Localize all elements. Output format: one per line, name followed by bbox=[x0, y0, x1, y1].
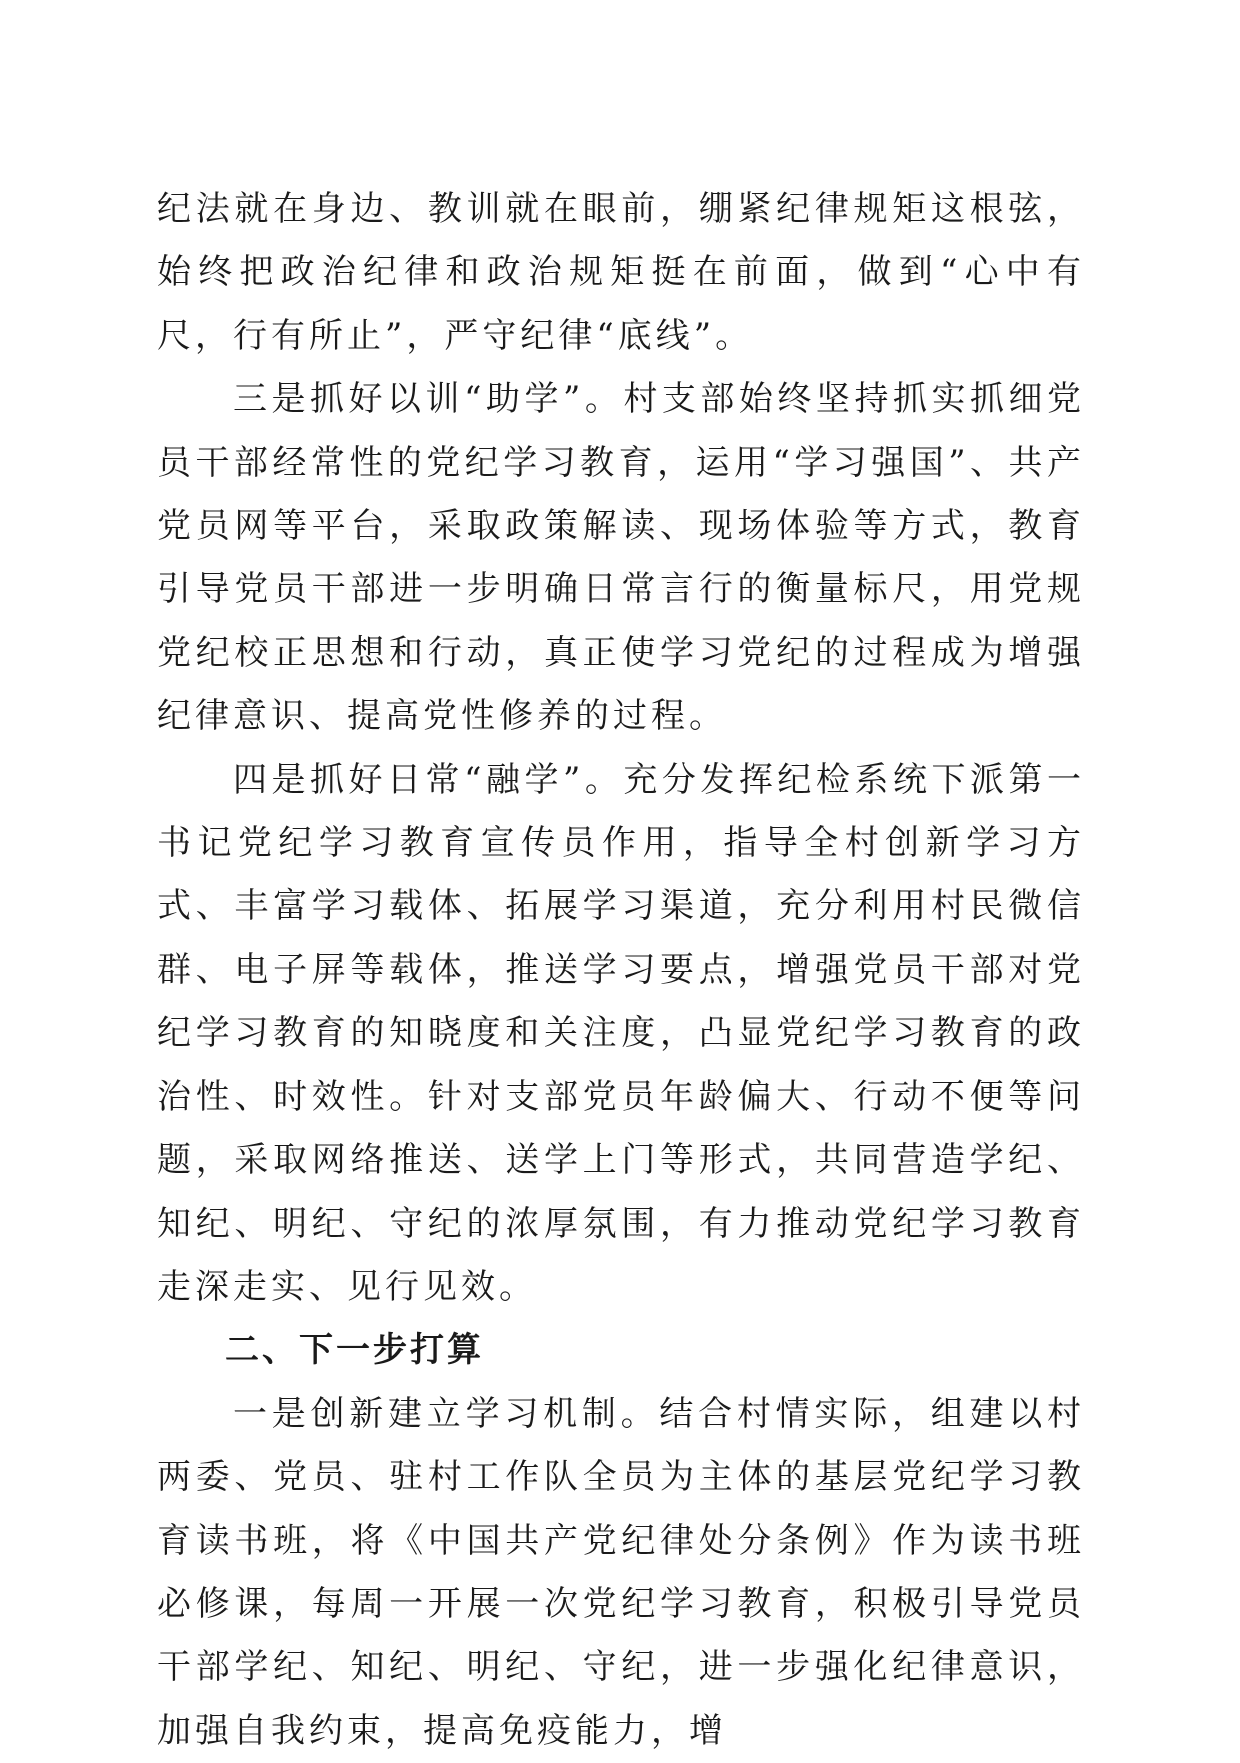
paragraph-fourth-point: 四是抓好日常“融学”。充分发挥纪检系统下派第一书记党纪学习教育宣传员作用，指导全村创新学习方式、丰富学习载体、拓展学习渠道，充分利用村民微信群、电子屏等载体，推送学习要点，增强党员干部对党纪学习教育的知晓度和关注度，凸显党纪学习教育的政治性、时效性。针对支部党员年龄偏大、行动不便等问题，采取网络推送、送学上门等形式，共同营造学纪、知纪、明纪、守纪的浓厚氛围，有力推动党纪学习教育走深走实、见行见效。 bbox=[157, 759, 1085, 1307]
section-heading: 二、下一步打算 bbox=[225, 1330, 484, 1371]
paragraph-third-point: 三是抓好以训“助学”。村支部始终坚持抓实抓细党员干部经常性的党纪学习教育，运用“学习强国”、共产党员网等平台，采取政策解读、现场体验等方式，教育引导党员干部进一步明确日常言行的衡量标尺，用党规党纪校正思想和行动，真正使学习党纪的过程成为增强纪律意识、提高党性修养的过程。 bbox=[157, 379, 1085, 737]
paragraph-continuation: 纪法就在身边、教训就在眼前，绷紧纪律规矩这根弦，始终把政治纪律和政治规矩挺在前面，做到“心中有尺，行有所止”，严守纪律“底线”。 bbox=[157, 189, 1085, 356]
body-text bbox=[157, 178, 1085, 1763]
paragraph-next-first-point: 一是创新建立学习机制。结合村情实际，组建以村两委、党员、驻村工作队全员为主体的基层党纪学习教育读书班，将《中国共产党纪律处分条例》作为读书班必修课，每周一开展一次党纪学习教育，积极引导党员干部学纪、知纪、明纪、守纪，进一步强化纪律意识，加强自我约束，提高免疫能力，增 bbox=[157, 1393, 1085, 1751]
